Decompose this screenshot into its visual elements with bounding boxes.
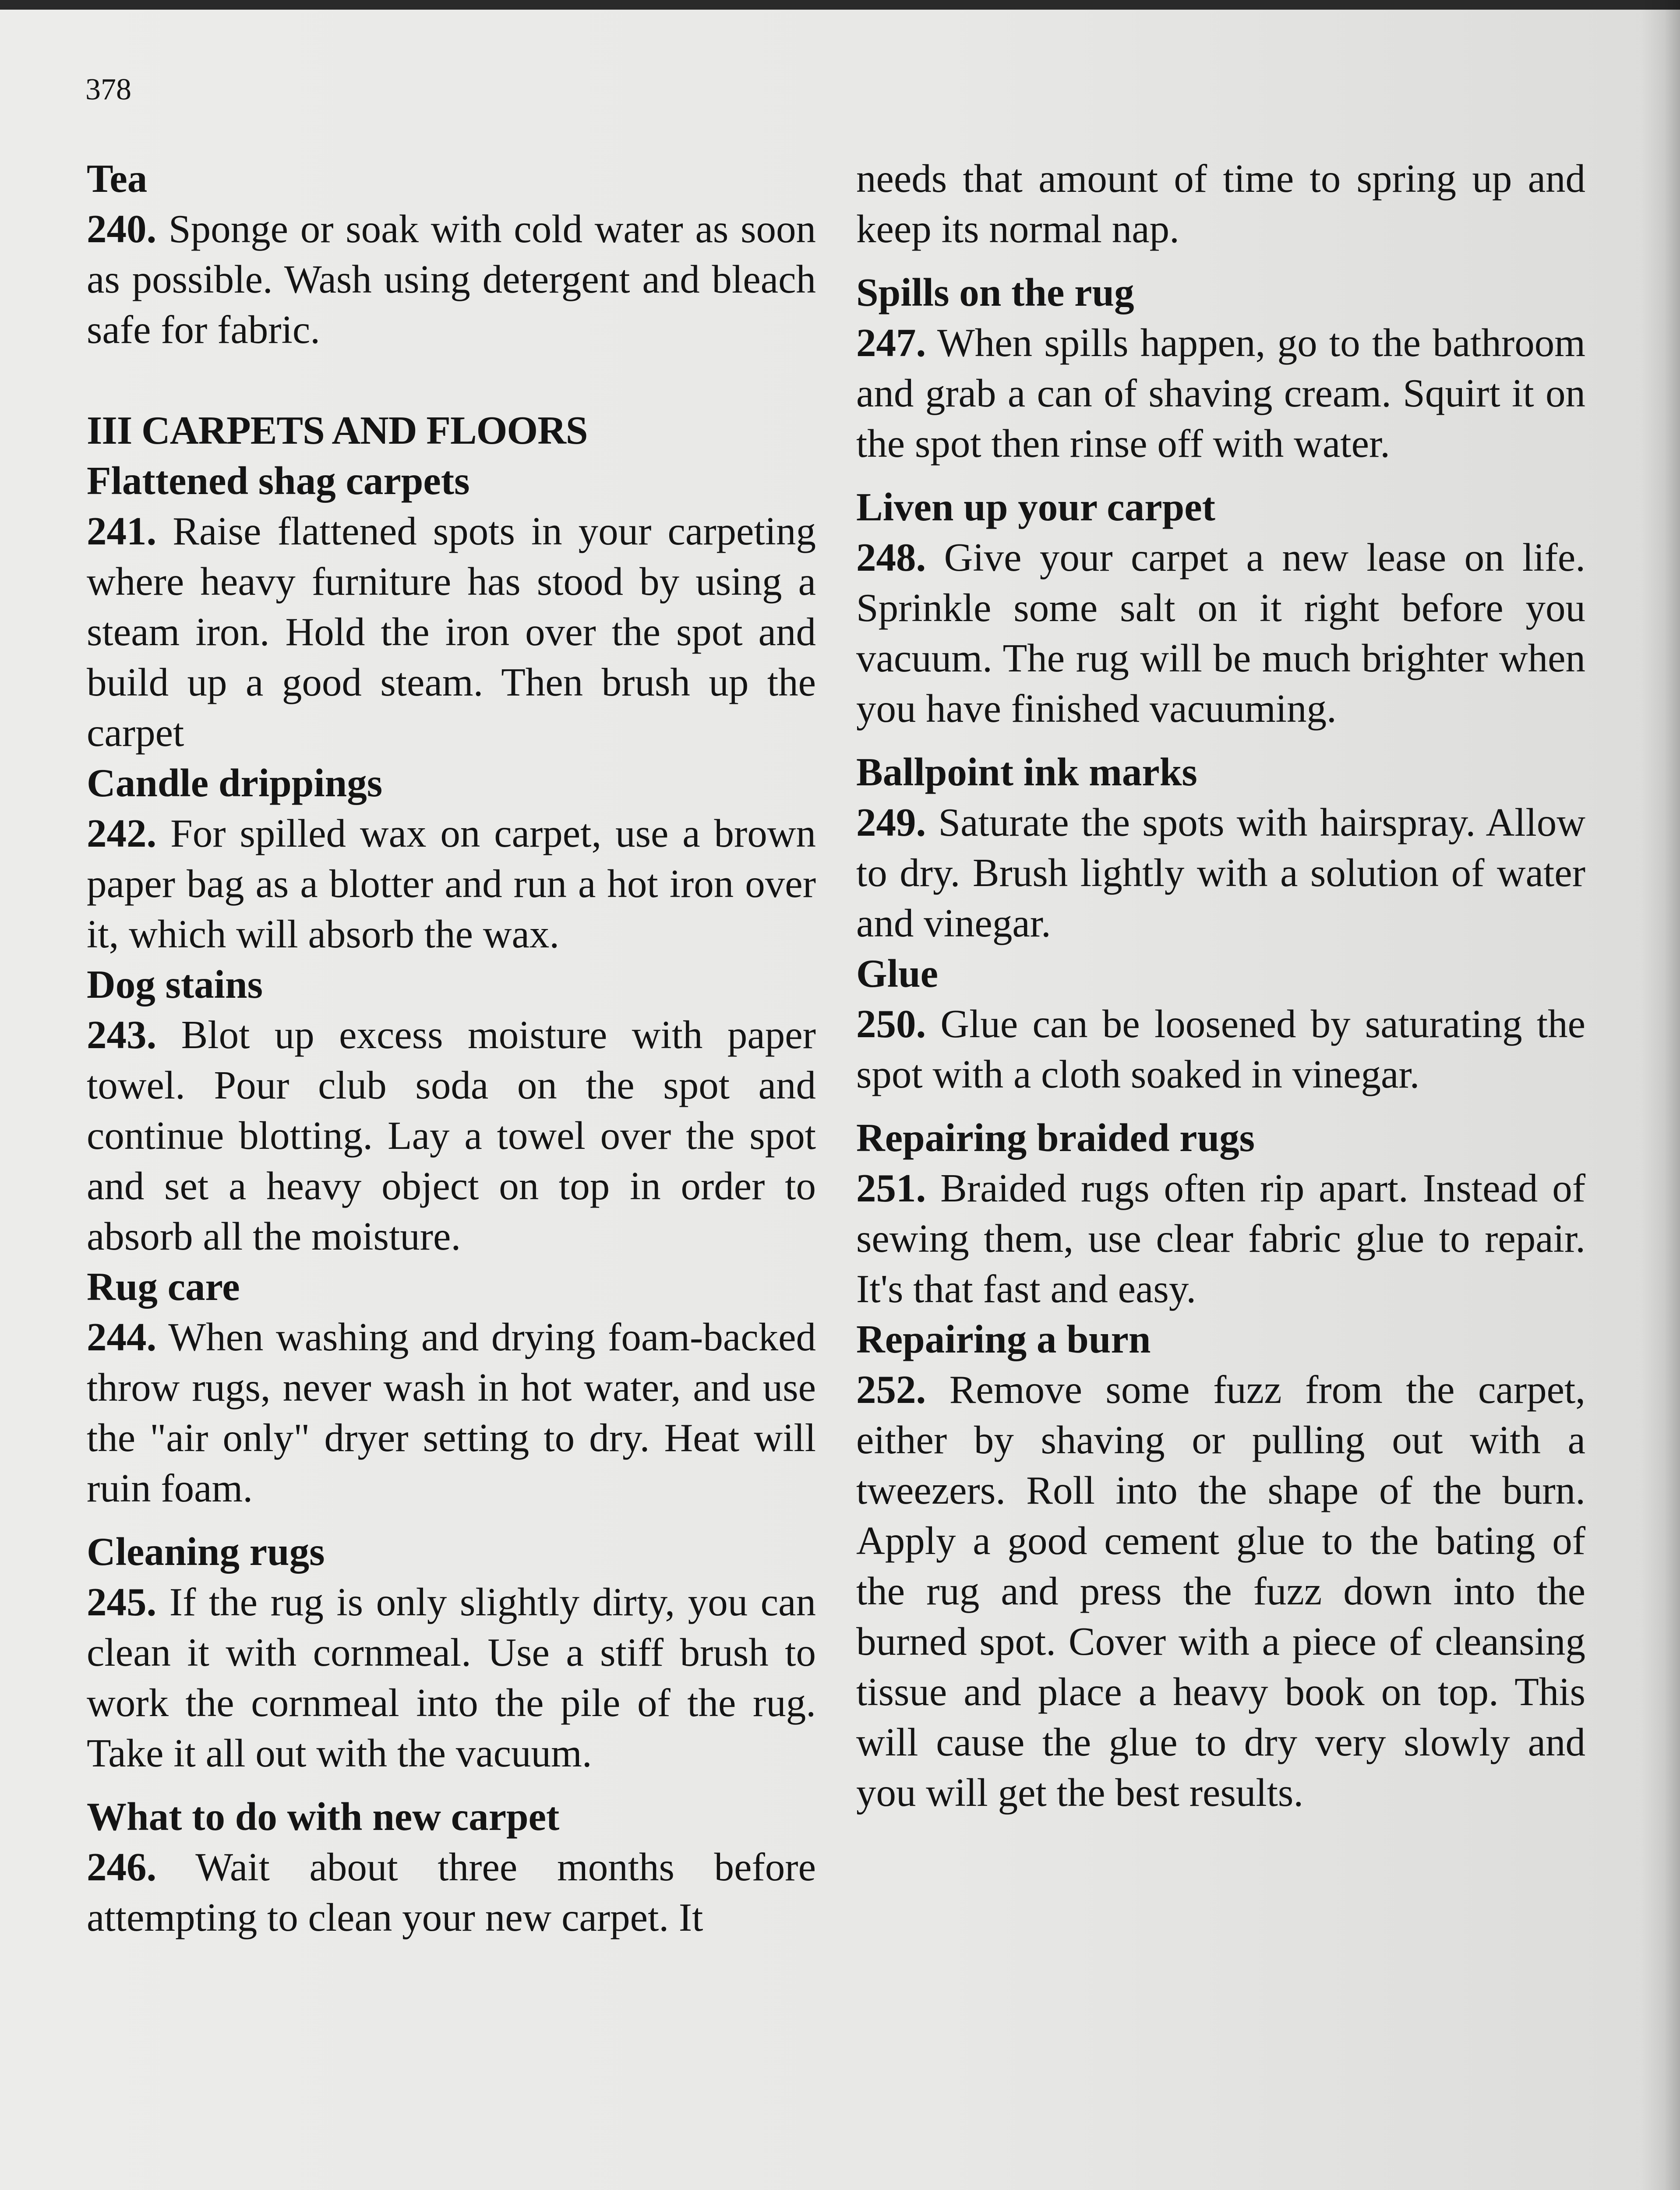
- section-heading: III CARPETS AND FLOORS: [87, 408, 588, 452]
- entry-number: 244.: [87, 1315, 157, 1359]
- entry-liven-up-your-carpet: [856, 482, 1585, 734]
- entry-heading: Rug care: [87, 1265, 240, 1309]
- entry-text: Braided rugs often rip apart. Instead of sewing them, use clear fabric glue to repair. It's that fast and easy.: [856, 1166, 1586, 1311]
- entry-body: [87, 204, 816, 355]
- entry-text: Remove some fuzz from the carpet, either by shaving or pulling out with a tweezers. Roll into the shape of the burn. Apply a good cement glue to the bating of the rug and press the fuzz down into the burned spot. Cover with a piece of cleansing tissue and place a heavy book on top. This will cause the glue to dry very slowly and you will get the best results.: [856, 1367, 1586, 1815]
- entry-ballpoint-ink-marks: [856, 747, 1585, 948]
- entry-number: 245.: [87, 1580, 157, 1624]
- entry-rug-care: [87, 1261, 816, 1513]
- entry-text: If the rug is only slightly dirty, you can clean it with cornmeal. Use a stiff brush to work the cornmeal into the pile of the rug. Take it all out with the vacuum.: [87, 1580, 816, 1775]
- entry-number: 247.: [856, 321, 926, 365]
- entry-heading: Liven up your carpet: [856, 485, 1215, 529]
- entry-body: [87, 1577, 816, 1778]
- entry-body: [856, 318, 1585, 469]
- entry-body: [87, 1010, 816, 1261]
- entry-body: [856, 1364, 1585, 1818]
- entry-text: When washing and drying foam-backed throw rugs, never wash in hot water, and use the "air only" dryer setting to dry. Heat will ruin foam.: [87, 1315, 816, 1510]
- entry-body: [87, 808, 816, 959]
- entry-number: 243.: [87, 1013, 157, 1057]
- entry-text: Give your carpet a new lease on life. Sprinkle some salt on it right before you vacuum. The rug will be much brighter when you have finished vacuuming.: [856, 535, 1586, 731]
- entry-heading: Repairing braided rugs: [856, 1116, 1255, 1160]
- page-number: 378: [85, 73, 131, 106]
- entry-heading: Dog stains: [87, 962, 263, 1007]
- entry-number: 241.: [87, 509, 157, 553]
- entry-body: [87, 1312, 816, 1513]
- page-gutter-shadow: [1641, 0, 1680, 2190]
- entry-text: Glue can be loosened by saturating the spot with a cloth soaked in vinegar.: [856, 1002, 1585, 1096]
- entry-body: [856, 1163, 1585, 1314]
- entry-glue: [856, 948, 1585, 1099]
- right-column: [856, 153, 1585, 1818]
- entry-dog-stains: [87, 959, 816, 1261]
- entry-flattened-shag-carpets: [87, 456, 816, 758]
- entry-tea: [87, 153, 816, 355]
- entry-text: Sponge or soak with cold water as soon as possible. Wash using detergent and bleach safe for fabric.: [87, 207, 816, 352]
- entry-heading: Repairing a burn: [856, 1317, 1151, 1361]
- entry-number: 252.: [856, 1367, 926, 1412]
- entry-text: Saturate the spots with hairspray. Allow to dry. Brush lightly with a solution of water and vinegar.: [856, 800, 1586, 945]
- entry-number: 242.: [87, 811, 157, 855]
- entry-new-carpet: [87, 1791, 816, 1943]
- entry-number: 246.: [87, 1845, 157, 1889]
- entry-number: 248.: [856, 535, 926, 579]
- entry-text: When spills happen, go to the bathroom and grab a can of shaving cream. Squirt it on the spot then rinse off with water.: [856, 321, 1586, 466]
- entry-candle-drippings: [87, 758, 816, 959]
- entry-number: 251.: [856, 1166, 926, 1210]
- entry-body: [87, 506, 816, 758]
- entry-heading: Flattened shag carpets: [87, 459, 470, 503]
- entry-number: 249.: [856, 800, 926, 844]
- entry-body: [856, 999, 1585, 1099]
- entry-heading: What to do with new carpet: [87, 1794, 560, 1839]
- entry-text: For spilled wax on carpet, use a brown paper bag as a blotter and run a hot iron over it, which will absorb the wax.: [87, 811, 816, 956]
- entry-continuation: needs that amount of time to spring up and keep its normal nap.: [856, 156, 1585, 251]
- entry-heading: Glue: [856, 951, 939, 996]
- entry-heading: Tea: [87, 156, 148, 201]
- entry-body: [856, 532, 1585, 734]
- entry-heading: Ballpoint ink marks: [856, 750, 1197, 794]
- entry-heading: Spills on the rug: [856, 270, 1134, 314]
- entry-number: 240.: [87, 207, 157, 251]
- entry-repairing-a-burn: [856, 1314, 1585, 1818]
- entry-spills-on-the-rug: [856, 267, 1585, 469]
- entry-number: 250.: [856, 1002, 926, 1046]
- entry-body: [87, 1842, 816, 1943]
- entry-body: [856, 797, 1585, 948]
- entry-heading: Cleaning rugs: [87, 1529, 325, 1574]
- scan-top-edge: [0, 0, 1680, 10]
- left-column: [87, 153, 816, 1943]
- entry-repairing-braided-rugs: [856, 1113, 1585, 1314]
- entry-text: Blot up excess moisture with paper towel. Pour club soda on the spot and continue blotting. Lay a towel over the spot and set a heavy object on top in order to absorb all the moisture.: [87, 1013, 816, 1258]
- entry-text: Wait about three months before attempting to clean your new carpet. It: [87, 1845, 816, 1939]
- entry-heading: Candle drippings: [87, 761, 383, 805]
- entry-text: Raise flattened spots in your carpeting where heavy furniture has stood by using a steam iron. Hold the iron over the spot and build up a good steam. Then brush up the carpet: [87, 509, 816, 755]
- entry-cleaning-rugs: [87, 1526, 816, 1778]
